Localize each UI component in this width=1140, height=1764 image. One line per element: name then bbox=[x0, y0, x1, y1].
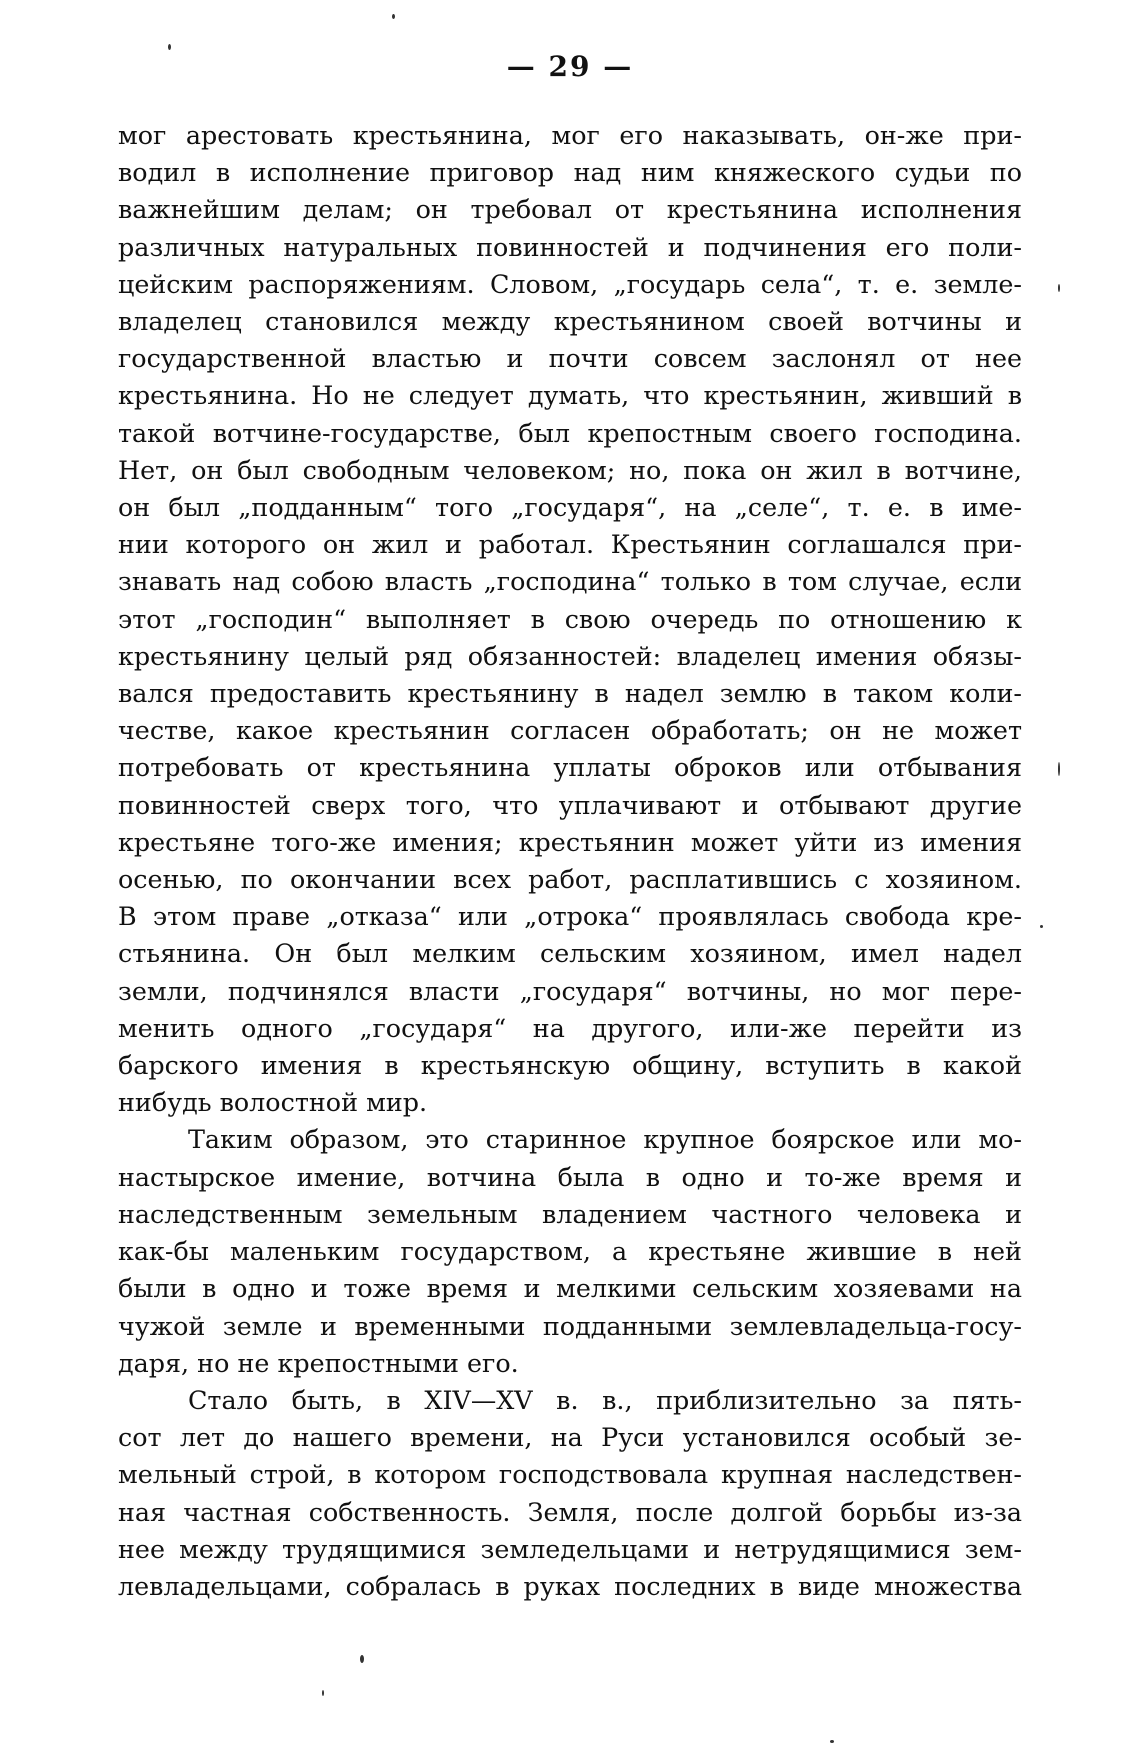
text-line: честве, какое крестьянин согласен обработать; он не может bbox=[118, 715, 1022, 746]
text-line: водил в исполнение приговор над ним княжеского судьи по bbox=[118, 157, 1022, 188]
page-number: — 29 — bbox=[506, 50, 634, 83]
text-line: он был „подданным“ того „государя“, на „селе“, т. е. в име- bbox=[118, 492, 1022, 523]
text-line: левладельцами, собралась в руках последних в виде множества bbox=[118, 1570, 1022, 1601]
text-line: В этом праве „отказа“ или „отрока“ проявлялась свобода кре- bbox=[118, 901, 1022, 932]
text-line: были в одно и тоже время и мелкими сельским хозяевами на bbox=[118, 1273, 1022, 1304]
text-line: чужой земле и временными подданными землевладельца-госу- bbox=[118, 1310, 1022, 1341]
text-line: мельный строй, в котором господствовала крупная наследствен- bbox=[118, 1459, 1022, 1490]
text-line: как-бы маленьким государством, а крестьяне жившие в ней bbox=[118, 1236, 1022, 1267]
text-line: крестьяне того-же имения; крестьянин может уйти из имения bbox=[118, 826, 1022, 857]
paragraph-1 bbox=[118, 117, 1022, 1121]
text-line: нии которого он жил и работал. Крестьянин соглашался при- bbox=[118, 529, 1022, 560]
ink-speck bbox=[168, 44, 171, 50]
text-line: вался предоставить крестьянину в надел землю в таком коли- bbox=[118, 678, 1022, 709]
ink-speck bbox=[1040, 925, 1043, 928]
text-line: этот „господин“ выполняет в свою очередь по отношению к bbox=[118, 603, 1022, 634]
text-line: знавать над собою власть „господина“ только в том случае, если bbox=[118, 566, 1022, 597]
text-line: Таким образом, это старинное крупное боярское или мо- bbox=[188, 1124, 1022, 1155]
text-line: различных натуральных повинностей и подчинения его поли- bbox=[118, 231, 1022, 262]
ink-speck bbox=[1058, 762, 1060, 776]
ink-speck bbox=[322, 1690, 324, 1696]
text-line: ная частная собственность. Земля, после долгой борьбы из-за bbox=[118, 1496, 1022, 1527]
text-line: настырское имение, вотчина была в одно и то-же время и bbox=[118, 1161, 1022, 1192]
text-line: сот лет до нашего времени, на Руси установился особый зе- bbox=[118, 1422, 1022, 1453]
text-line: Стало быть, в XIV—XV в. в., приблизительно за пять- bbox=[188, 1384, 1022, 1415]
text-line: владелец становился между крестьянином своей вотчины и bbox=[118, 306, 1022, 337]
text-line: нибудь волостной мир. bbox=[118, 1087, 428, 1118]
text-line: государственной властью и почти совсем заслонял от нее bbox=[118, 343, 1022, 374]
text-line: наследственным земельным владением частного человека и bbox=[118, 1198, 1022, 1229]
paragraph-2 bbox=[118, 1121, 1022, 1381]
text-line: Нет, он был свободным человеком; но, пока он жил в вотчине, bbox=[118, 454, 1022, 485]
ink-speck bbox=[1058, 284, 1060, 292]
text-line: потребовать от крестьянина уплаты оброков или отбывания bbox=[118, 752, 1022, 783]
text-line: важнейшим делам; он требовал от крестьянина исполнения bbox=[118, 194, 1022, 225]
text-line: стьянина. Он был мелким сельским хозяином, имел надел bbox=[118, 938, 1022, 969]
text-line: осенью, по окончании всех работ, расплатившись с хозяином. bbox=[118, 864, 1022, 895]
text-line: мог арестовать крестьянина, мог его наказывать, он-же при- bbox=[118, 120, 1022, 150]
text-line: барского имения в крестьянскую общину, вступить в какой bbox=[118, 1050, 1022, 1081]
text-line: такой вотчине-государстве, был крепостным своего господина. bbox=[118, 417, 1022, 448]
ink-speck bbox=[360, 1655, 364, 1663]
text-line: повинностей сверх того, что уплачивают и отбывают другие bbox=[118, 789, 1022, 820]
text-line: цейским распоряжениям. Словом, „государь села“, т. е. земле- bbox=[118, 268, 1022, 299]
ink-speck bbox=[392, 14, 395, 19]
text-line: земли, подчинялся власти „государя“ вотчины, но мог пере- bbox=[118, 975, 1022, 1006]
paragraph-3 bbox=[118, 1382, 1022, 1605]
text-line: нее между трудящимися земледельцами и нетрудящимися зем- bbox=[118, 1533, 1022, 1564]
text-line: крестьянина. Но не следует думать, что крестьянин, живший в bbox=[118, 380, 1022, 411]
text-line: менить одного „государя“ на другого, или-же перейти из bbox=[118, 1012, 1022, 1043]
text-line: даря, но не крепостными его. bbox=[118, 1347, 519, 1378]
ink-speck bbox=[830, 1740, 834, 1743]
text-line: крестьянину целый ряд обязанностей: владелец имения обязы- bbox=[118, 640, 1022, 671]
